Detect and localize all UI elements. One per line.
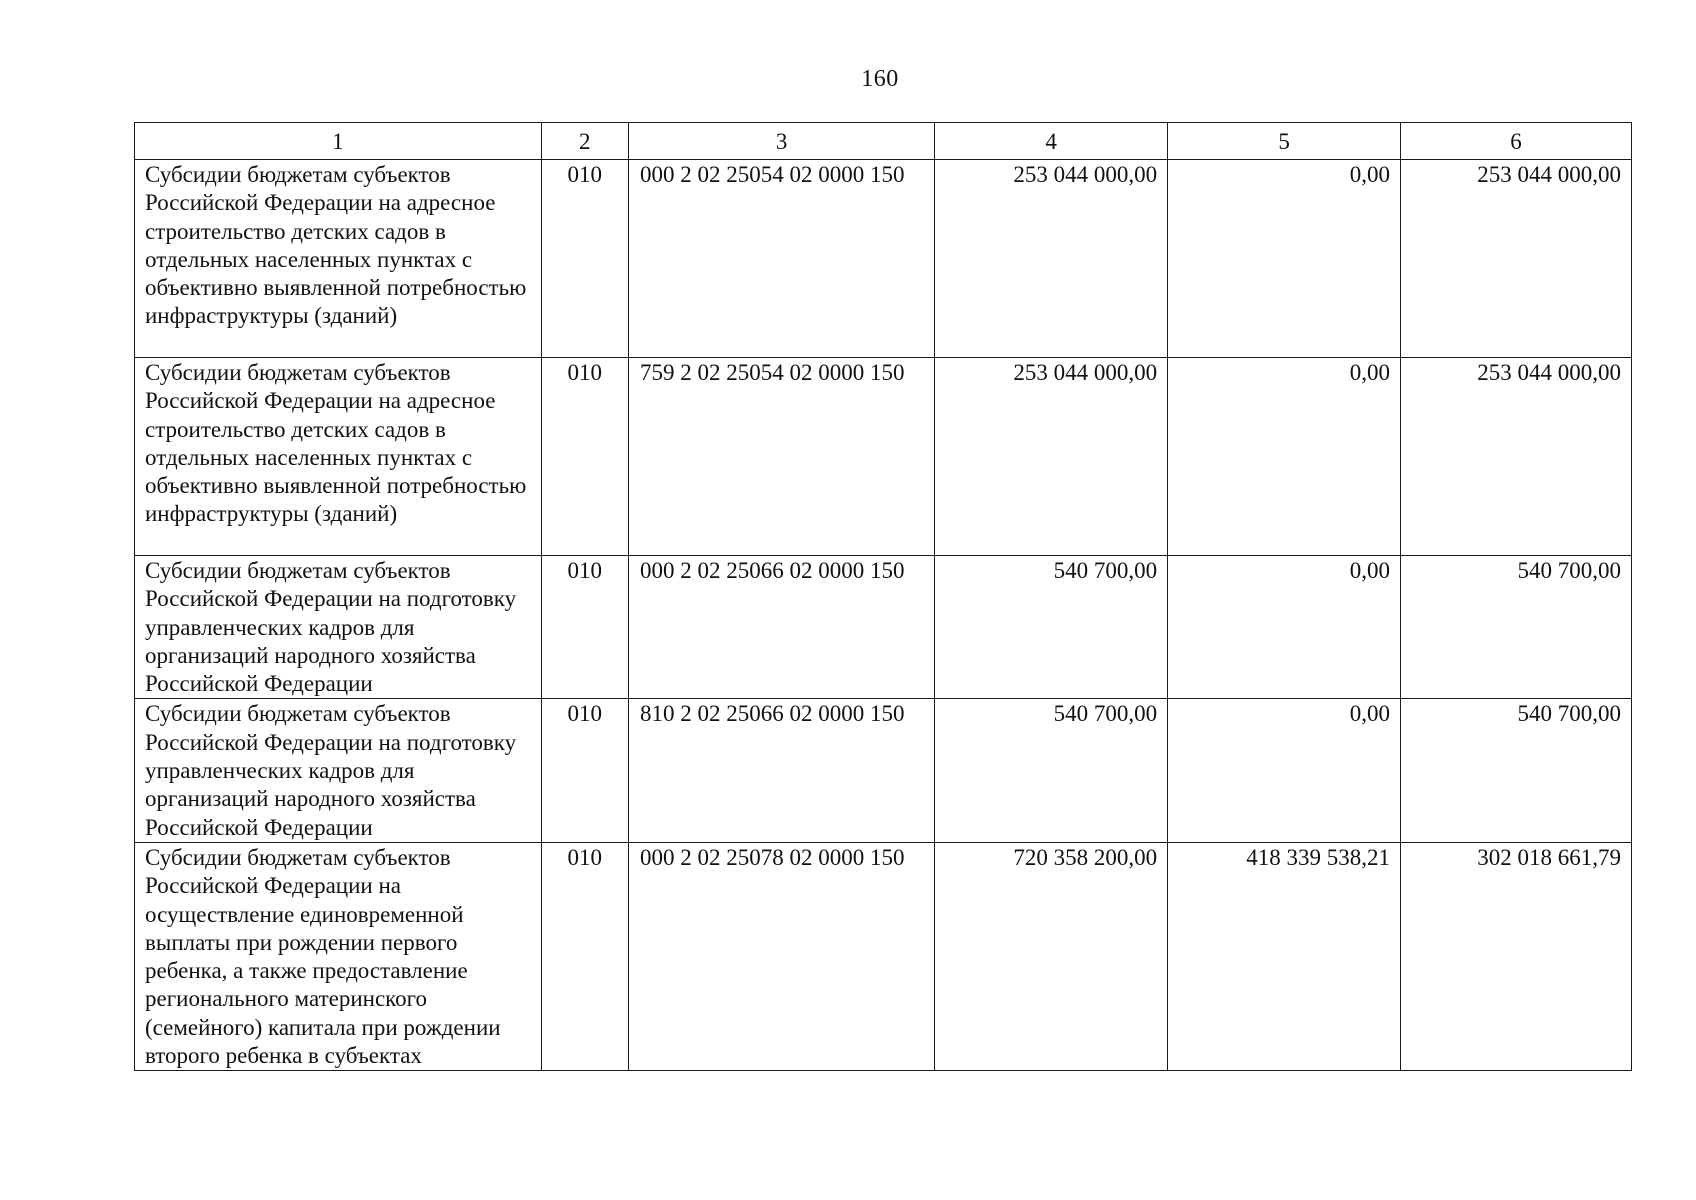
header-col-4: 4 bbox=[935, 123, 1168, 160]
row-col6-cell: 540 700,00 bbox=[1401, 556, 1632, 699]
row-col5-cell: 0,00 bbox=[1168, 556, 1401, 699]
row-col5-cell: 0,00 bbox=[1168, 699, 1401, 842]
table-row bbox=[135, 160, 1632, 358]
row-kbk-cell: 000 2 02 25066 02 0000 150 bbox=[628, 556, 934, 699]
budget-table bbox=[134, 122, 1632, 1071]
row-col4-cell: 540 700,00 bbox=[935, 556, 1168, 699]
table-header-row bbox=[135, 123, 1632, 160]
row-code-cell: 010 bbox=[541, 358, 628, 556]
row-kbk-cell: 759 2 02 25054 02 0000 150 bbox=[628, 358, 934, 556]
row-col4-cell: 253 044 000,00 bbox=[935, 160, 1168, 358]
row-name-cell: Субсидии бюджетам субъектов Российской Федерации на адресное строительство детских садов в отдельных населенных пунктах с объективно выявленной потребностью инфраструктуры (зданий) bbox=[135, 160, 542, 358]
header-col-1: 1 bbox=[135, 123, 542, 160]
table-row bbox=[135, 699, 1632, 842]
row-code-cell: 010 bbox=[541, 556, 628, 699]
row-code-cell: 010 bbox=[541, 842, 628, 1070]
page-number: 160 bbox=[861, 66, 899, 92]
header-col-2: 2 bbox=[541, 123, 628, 160]
row-name-cell: Субсидии бюджетам субъектов Российской Федерации на подготовку управленческих кадров для организаций народного хозяйства Российской Федерации bbox=[135, 699, 542, 842]
table-row bbox=[135, 842, 1632, 1070]
table-row bbox=[135, 358, 1632, 556]
header-col-5: 5 bbox=[1168, 123, 1401, 160]
row-col5-cell: 0,00 bbox=[1168, 358, 1401, 556]
row-col6-cell: 253 044 000,00 bbox=[1401, 160, 1632, 358]
row-col6-cell: 253 044 000,00 bbox=[1401, 358, 1632, 556]
row-kbk-cell: 000 2 02 25078 02 0000 150 bbox=[628, 842, 934, 1070]
header-col-3: 3 bbox=[628, 123, 934, 160]
row-col6-cell: 540 700,00 bbox=[1401, 699, 1632, 842]
row-code-cell: 010 bbox=[541, 699, 628, 842]
row-name-cell: Субсидии бюджетам субъектов Российской Федерации на подготовку управленческих кадров для организаций народного хозяйства Российской Федерации bbox=[135, 556, 542, 699]
row-col6-cell: 302 018 661,79 bbox=[1401, 842, 1632, 1070]
row-col5-cell: 418 339 538,21 bbox=[1168, 842, 1401, 1070]
row-col4-cell: 720 358 200,00 bbox=[935, 842, 1168, 1070]
row-col4-cell: 540 700,00 bbox=[935, 699, 1168, 842]
row-name-cell: Субсидии бюджетам субъектов Российской Федерации на осуществление единовременной выплаты при рождении первого ребенка, а также предоставление регионального материнского (семейного) капитала при рождении второго ребенка в субъектах bbox=[135, 842, 542, 1070]
row-col5-cell: 0,00 bbox=[1168, 160, 1401, 358]
row-col4-cell: 253 044 000,00 bbox=[935, 358, 1168, 556]
header-col-6: 6 bbox=[1401, 123, 1632, 160]
table-row bbox=[135, 556, 1632, 699]
row-code-cell: 010 bbox=[541, 160, 628, 358]
row-kbk-cell: 000 2 02 25054 02 0000 150 bbox=[628, 160, 934, 358]
row-name-cell: Субсидии бюджетам субъектов Российской Федерации на адресное строительство детских садов в отдельных населенных пунктах с объективно выявленной потребностью инфраструктуры (зданий) bbox=[135, 358, 542, 556]
row-kbk-cell: 810 2 02 25066 02 0000 150 bbox=[628, 699, 934, 842]
